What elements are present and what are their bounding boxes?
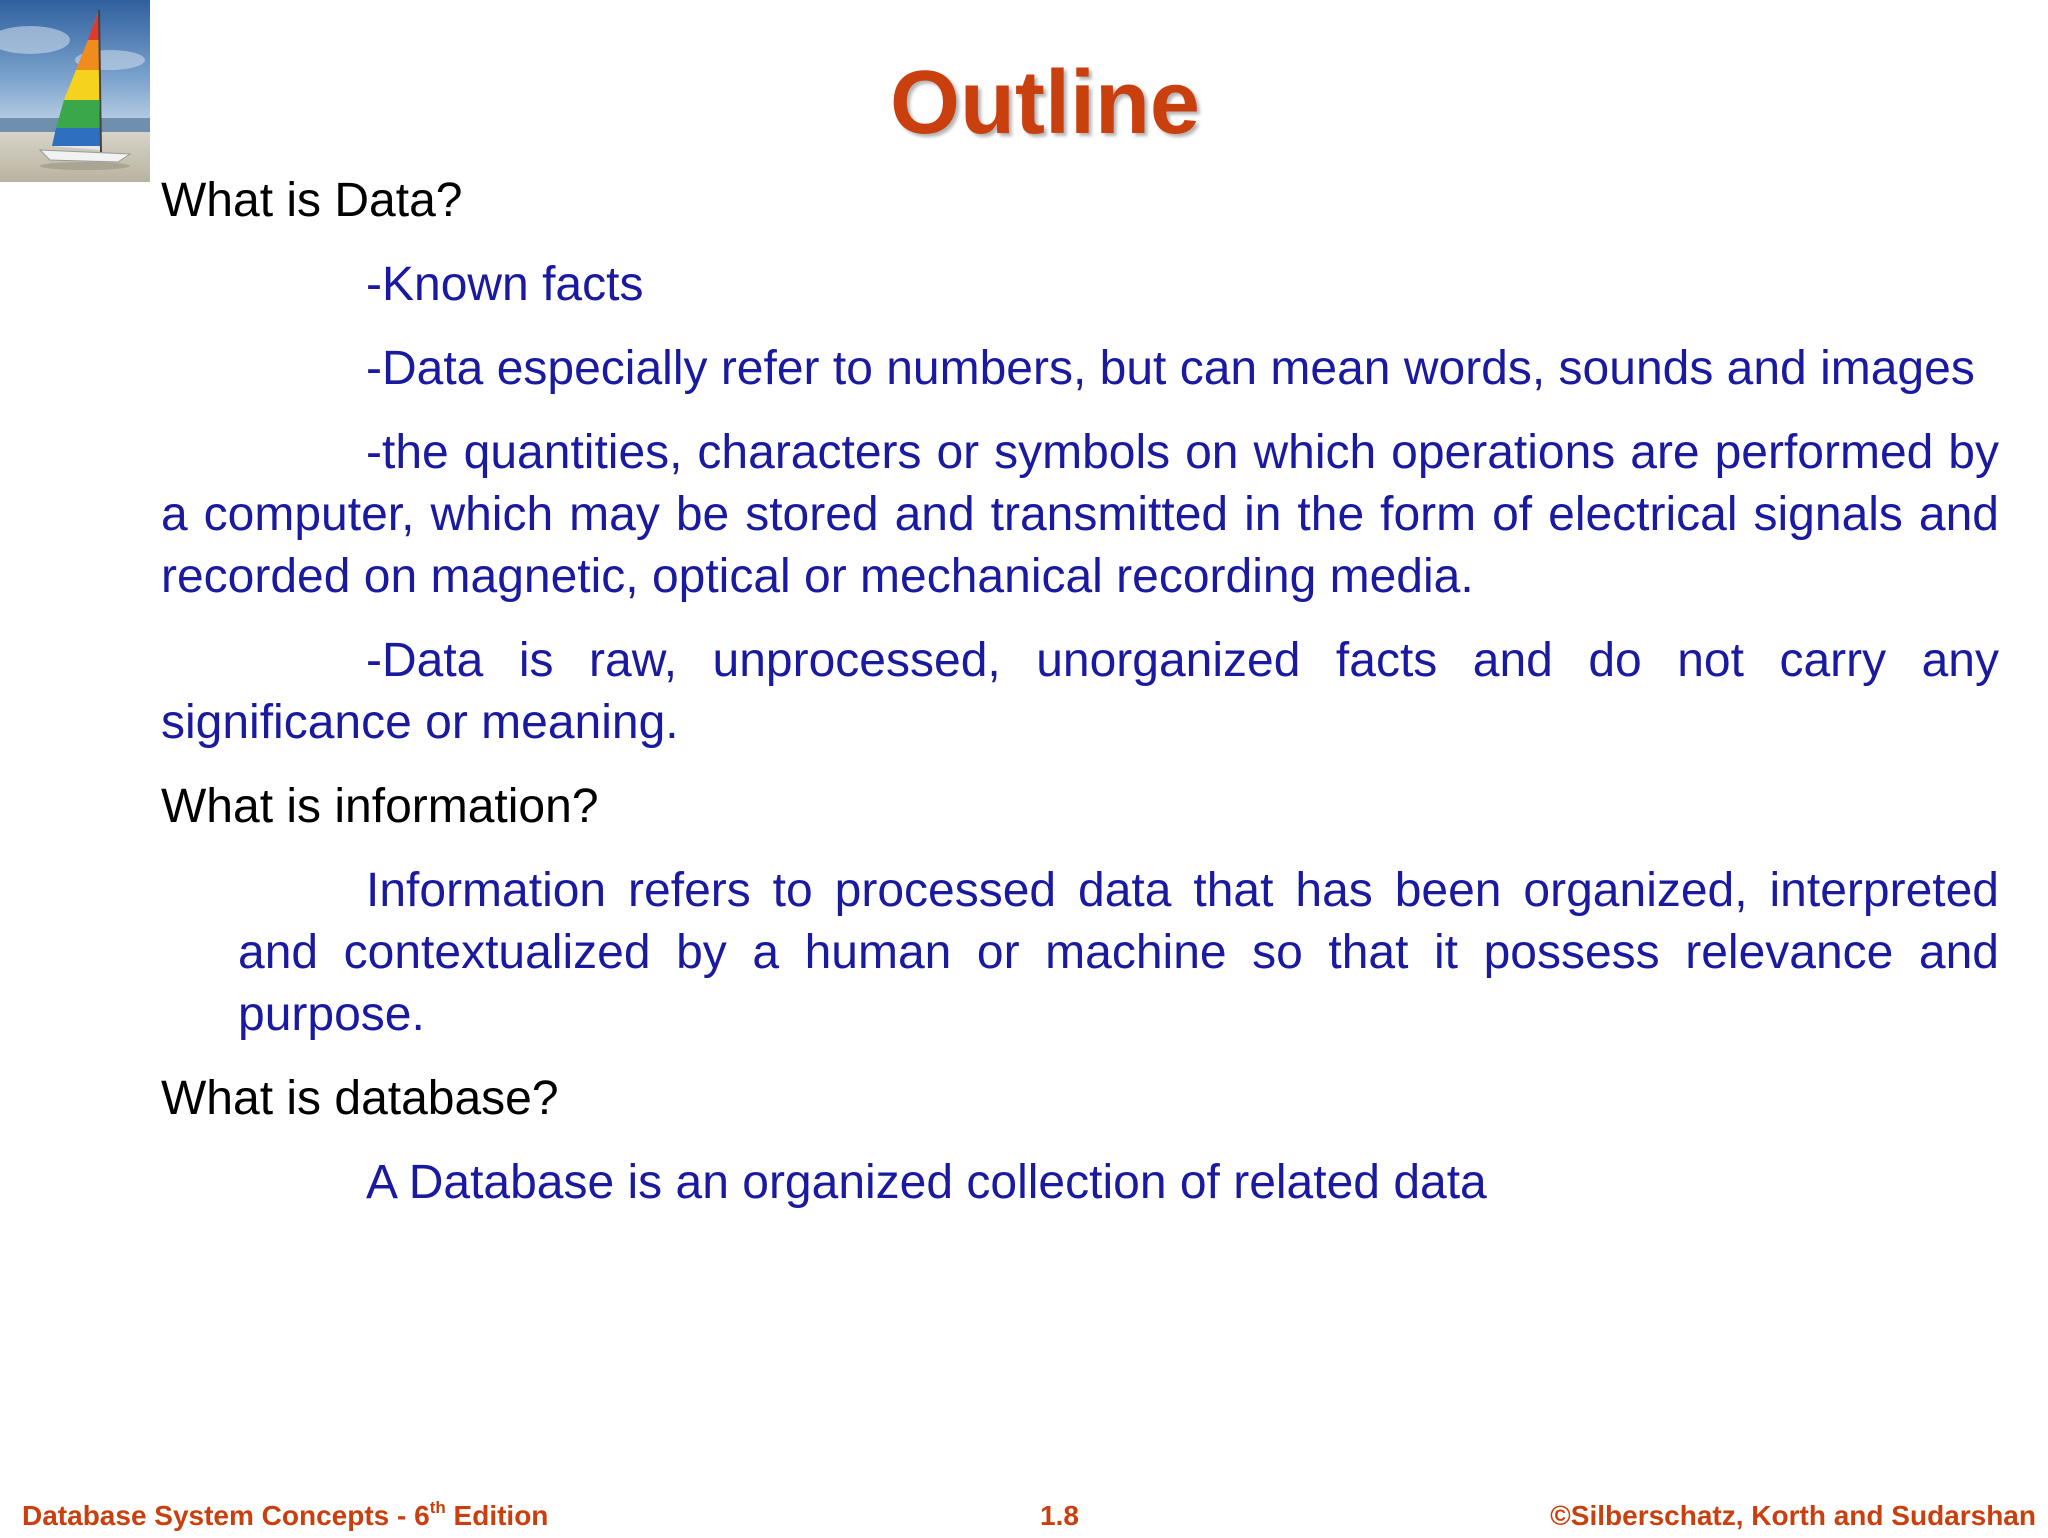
slide-footer [22,1498,2036,1538]
question-database: What is database? [161,1072,559,1125]
slide-content [161,170,1999,1236]
footer-book-title [22,1498,548,1534]
answer-data-raw: -Data is raw, unprocessed, unorganized facts and do not carry any significance or meaning. [161,634,1999,749]
answer-data-refers: -Data especially refer to numbers, but can mean words, sounds and images [366,342,1975,395]
answer-known-facts: -Known facts [366,258,644,311]
footer-book-title-text: Database System Concepts - 6 [22,1500,430,1531]
answer-information: Information refers to processed data that has been organized, interpreted and contextualized by a human or machine so that it possess relevance and purpose. [238,864,1999,1041]
footer-page-number: 1.8 [1040,1500,1079,1531]
answer-data-quantities: -the quantities, characters or symbols on which operations are performed by a computer, which may be stored and transmitted in the form of electrical signals and recorded on magnetic, optical or mechanical recording media. [161,426,1999,603]
question-data: What is Data? [161,174,463,227]
answer-database: A Database is an organized collection of related data [366,1156,1487,1209]
slide-title: Outline [890,53,1200,153]
question-information: What is information? [161,780,599,833]
footer-copyright: ©Silberschatz, Korth and Sudarshan [1550,1500,2036,1531]
footer-edition-text: Edition [445,1500,549,1531]
footer-edition-superscript: th [429,1498,446,1517]
